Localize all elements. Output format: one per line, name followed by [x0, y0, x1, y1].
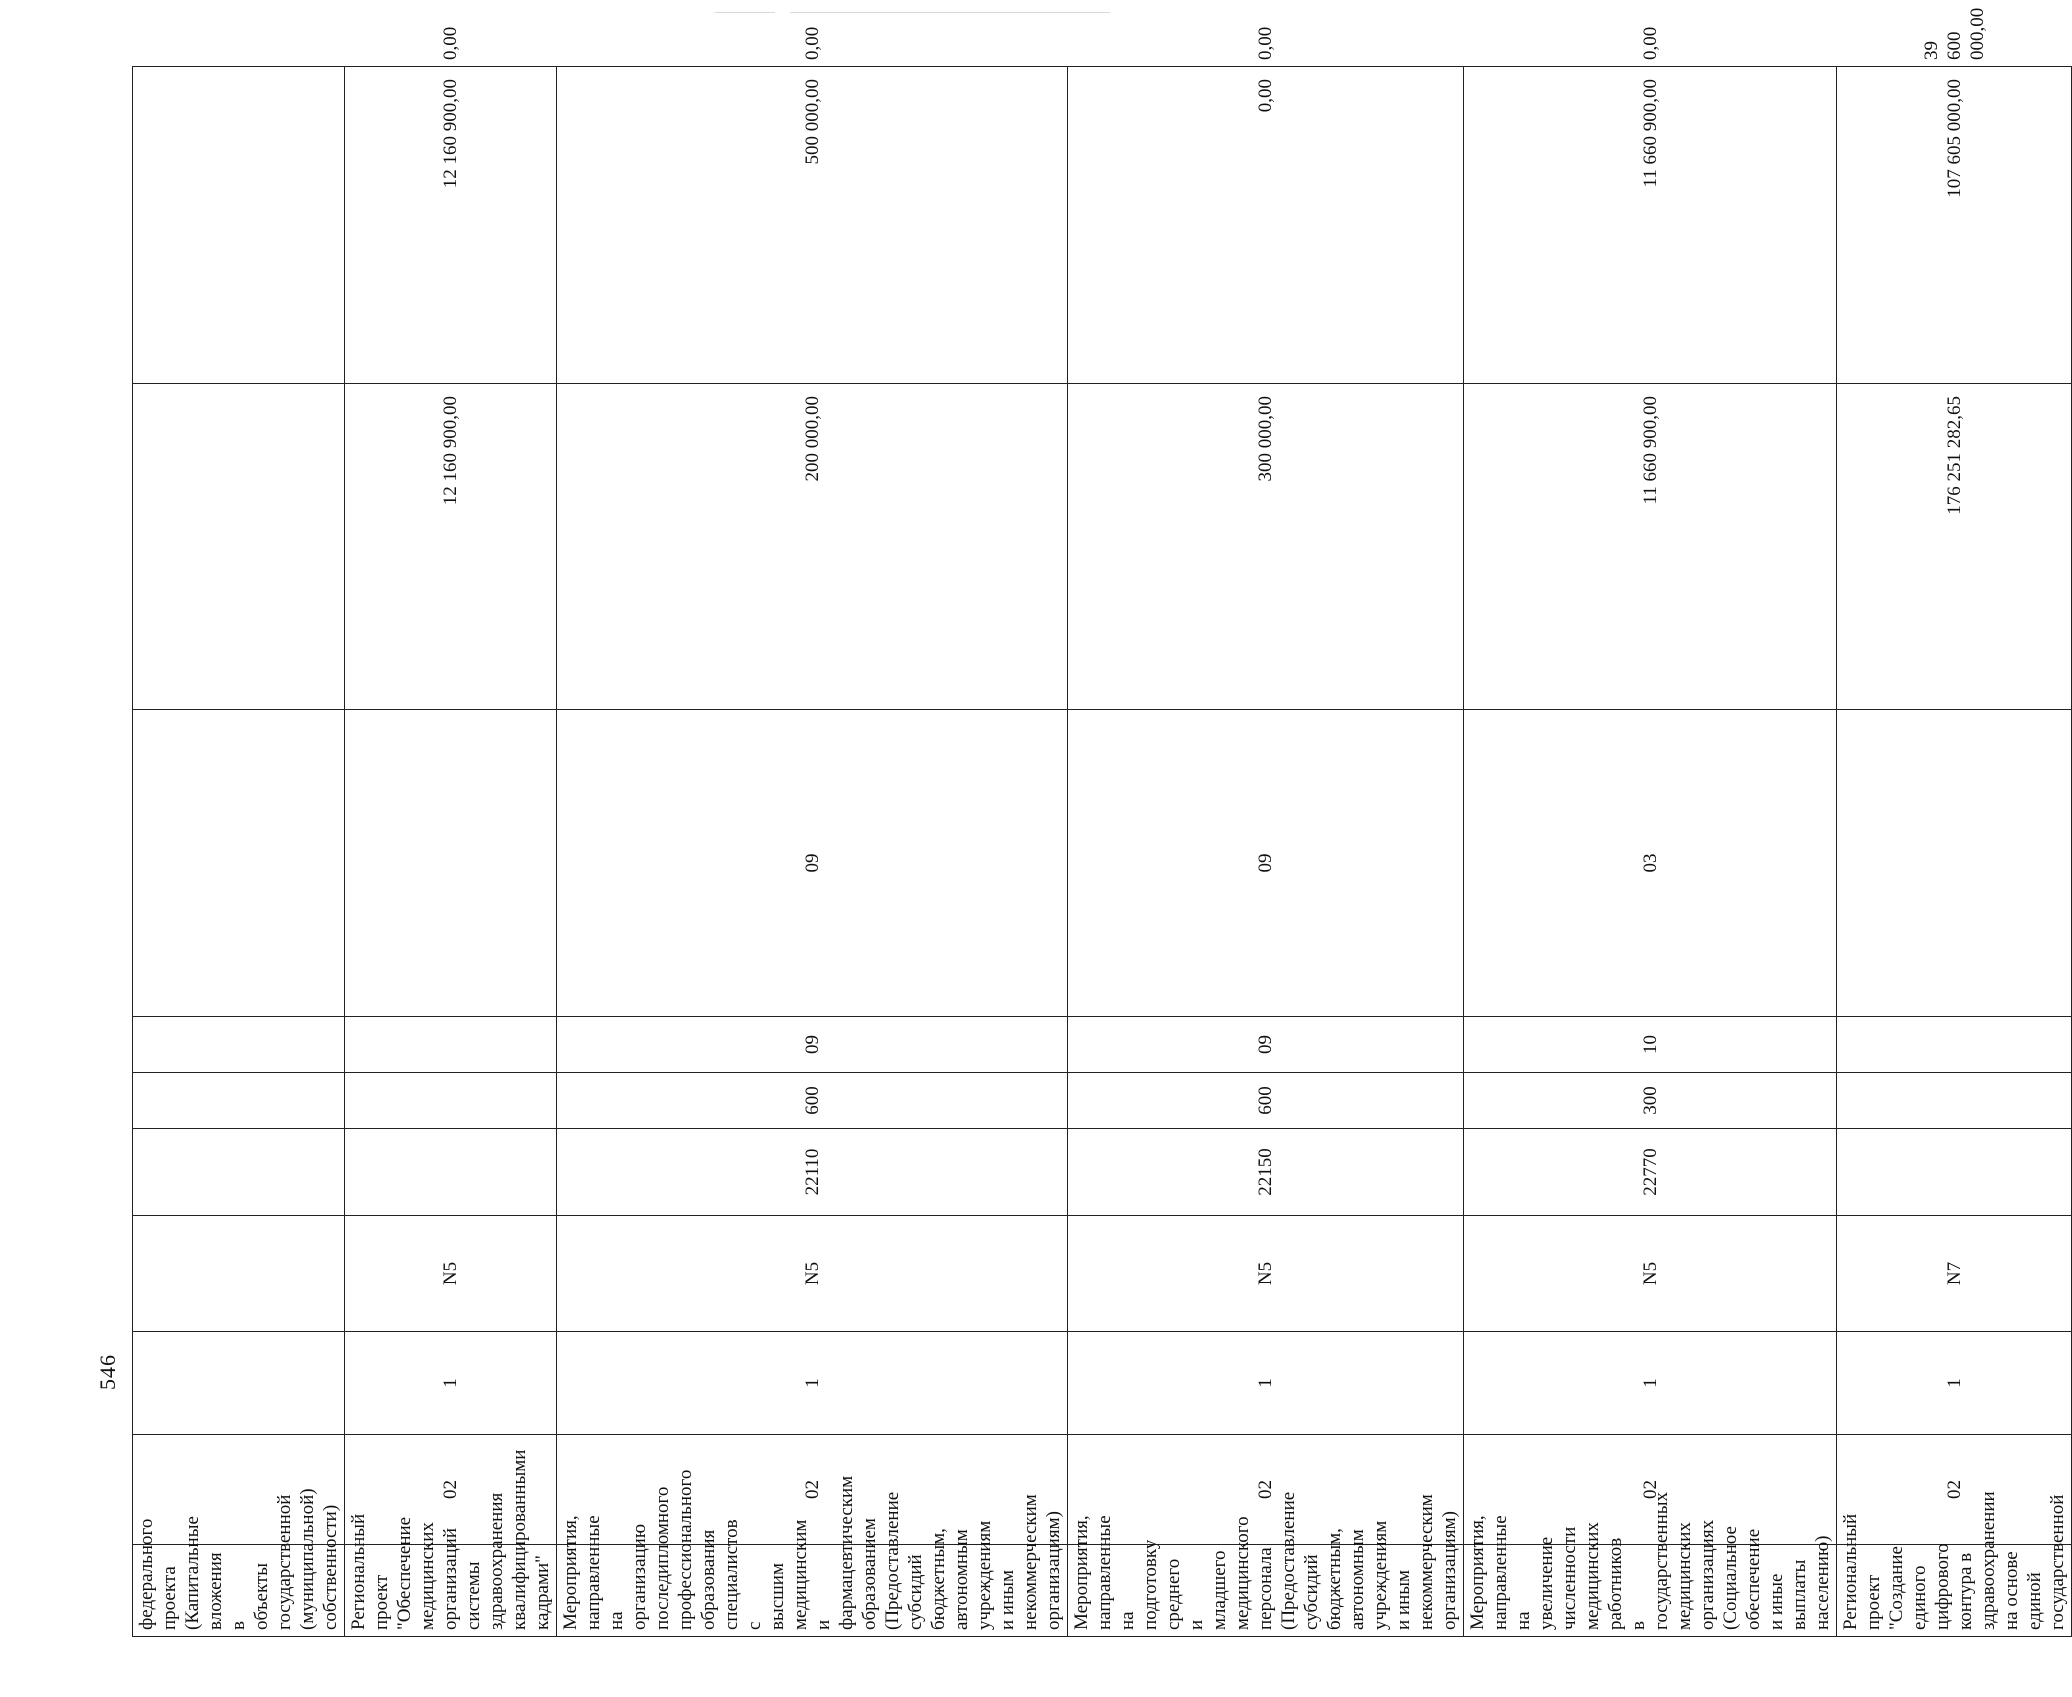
cell-subprogram: 1 [1068, 1332, 1464, 1435]
cell-sum-2 [133, 67, 345, 384]
table-row: Региональный проект "Создание единого цифрового контура в здравоохранении на основе единой государственной 02 1 N7 176 251 282,65 107 605 000,00 39 600 000,00 [1837, 67, 2072, 1637]
cell-subsection [345, 710, 557, 1017]
cell-expense-type: 600 [1068, 1073, 1464, 1129]
table-row: Мероприятия, направленные на подготовку среднего и младшего медицинского персонала (Предоставление субсидий бюджетным, автономным учреждениям и иным некоммерческим организациям) 02 1 N5 22150 600 09 09 300 000,00 0,00 0,00 [1068, 67, 1464, 1637]
cell-direction [345, 1129, 557, 1216]
cell-program: 02 [1068, 1435, 1464, 1545]
cell-project: N5 [1464, 1216, 1837, 1332]
cell-section: 10 [1464, 1017, 1837, 1073]
cell-direction: 22770 [1464, 1129, 1837, 1216]
cell-program: 02 [345, 1435, 557, 1545]
cell-direction: 22110 [557, 1129, 1068, 1216]
cell-sum-2: 0,00 [1068, 67, 1464, 384]
cell-expense-type [1837, 1073, 2072, 1129]
rotated-table-container [132, 7, 2068, 1637]
cell-direction [133, 1129, 345, 1216]
cell-expense-type: 600 [557, 1073, 1068, 1129]
scan-artifact-line [790, 12, 1110, 13]
cell-name: федерального проекта (Капитальные вложения в объекты государственной (муниципальной) собственности) [133, 1545, 345, 1637]
cell-section [1837, 1017, 2072, 1073]
cell-name: Региональный проект "Создание единого цифрового контура в здравоохранении на основе единой государственной [1837, 1545, 2072, 1637]
cell-sum-2: 107 605 000,00 [1837, 67, 2072, 384]
cell-program: 02 [1464, 1435, 1837, 1545]
table-row: Мероприятия, направленные на организацию последипломного профессионального образования специалистов с высшим медицинским и фармацевтическим образованием (Предоставление субсидий бюджетным, автономным учреждениям и иным некоммерческим организациям) 02 1 N5 22110 600 09 09 200 000,00 500 000,00 0,00 [557, 67, 1068, 1637]
table-row: Мероприятия, направленные на увеличение численности медицинских работников в государственных медицинских организациях (Социальное обеспечение и иные выплаты населению) 02 1 N5 22770 300 10 03 11 660 900,00 11 660 900,00 0,00 [1464, 67, 1837, 1637]
table-row: Региональный проект "Обеспечение медицинских организаций системы здравоохранения квалифицированными кадрами" 02 1 N5 12 160 900,00 12 160 900,00 0,00 [345, 67, 557, 1637]
cell-section: 09 [557, 1017, 1068, 1073]
cell-subsection: 03 [1464, 710, 1837, 1017]
cell-name: Мероприятия, направленные на организацию последипломного профессионального образования специалистов с высшим медицинским и фармацевтическим образованием (Предоставление субсидий бюджетным, автономным учреждениям и иным некоммерческим организациям) [557, 1545, 1068, 1637]
cell-sum-2: 500 000,00 [557, 67, 1068, 384]
cell-sum-1: 200 000,00 [557, 384, 1068, 710]
cell-sum-2: 11 660 900,00 [1464, 67, 1837, 384]
cell-subprogram: 1 [557, 1332, 1068, 1435]
cell-project: N5 [1068, 1216, 1464, 1332]
cell-name: Мероприятия, направленные на увеличение численности медицинских работников в государственных медицинских организациях (Социальное обеспечение и иные выплаты населению) [1464, 1545, 1837, 1637]
cell-sum-1 [133, 384, 345, 710]
cell-program: 02 [1837, 1435, 2072, 1545]
cell-section: 09 [1068, 1017, 1464, 1073]
cell-subprogram: 1 [345, 1332, 557, 1435]
scan-artifact-line [715, 12, 775, 13]
cell-subsection [1837, 710, 2072, 1017]
cell-sum-1: 12 160 900,00 [345, 384, 557, 710]
cell-sum-1: 11 660 900,00 [1464, 384, 1837, 710]
cell-subprogram: 1 [1837, 1332, 2072, 1435]
cell-expense-type [133, 1073, 345, 1129]
budget-table [132, 7, 2072, 1637]
cell-project [133, 1216, 345, 1332]
page-number: 546 [95, 1354, 120, 1390]
cell-sum-1: 300 000,00 [1068, 384, 1464, 710]
cell-direction [1837, 1129, 2072, 1216]
cell-subsection: 09 [1068, 710, 1464, 1017]
cell-name: Региональный проект "Обеспечение медицинских организаций системы здравоохранения квалифицированными кадрами" [345, 1545, 557, 1637]
cell-project: N7 [1837, 1216, 2072, 1332]
cell-subprogram [133, 1332, 345, 1435]
cell-subprogram: 1 [1464, 1332, 1837, 1435]
table-row [133, 67, 345, 1637]
cell-direction: 22150 [1068, 1129, 1464, 1216]
cell-subsection: 09 [557, 710, 1068, 1017]
cell-project: N5 [345, 1216, 557, 1332]
cell-section [133, 1017, 345, 1073]
cell-name: Мероприятия, направленные на подготовку среднего и младшего медицинского персонала (Предоставление субсидий бюджетным, автономным учреждениям и иным некоммерческим организациям) [1068, 1545, 1464, 1637]
cell-sum-2: 12 160 900,00 [345, 67, 557, 384]
cell-project: N5 [557, 1216, 1068, 1332]
cell-expense-type: 300 [1464, 1073, 1837, 1129]
cell-program: 02 [557, 1435, 1068, 1545]
cell-subsection [133, 710, 345, 1017]
cell-sum-1: 176 251 282,65 [1837, 384, 2072, 710]
cell-expense-type [345, 1073, 557, 1129]
cell-section [345, 1017, 557, 1073]
